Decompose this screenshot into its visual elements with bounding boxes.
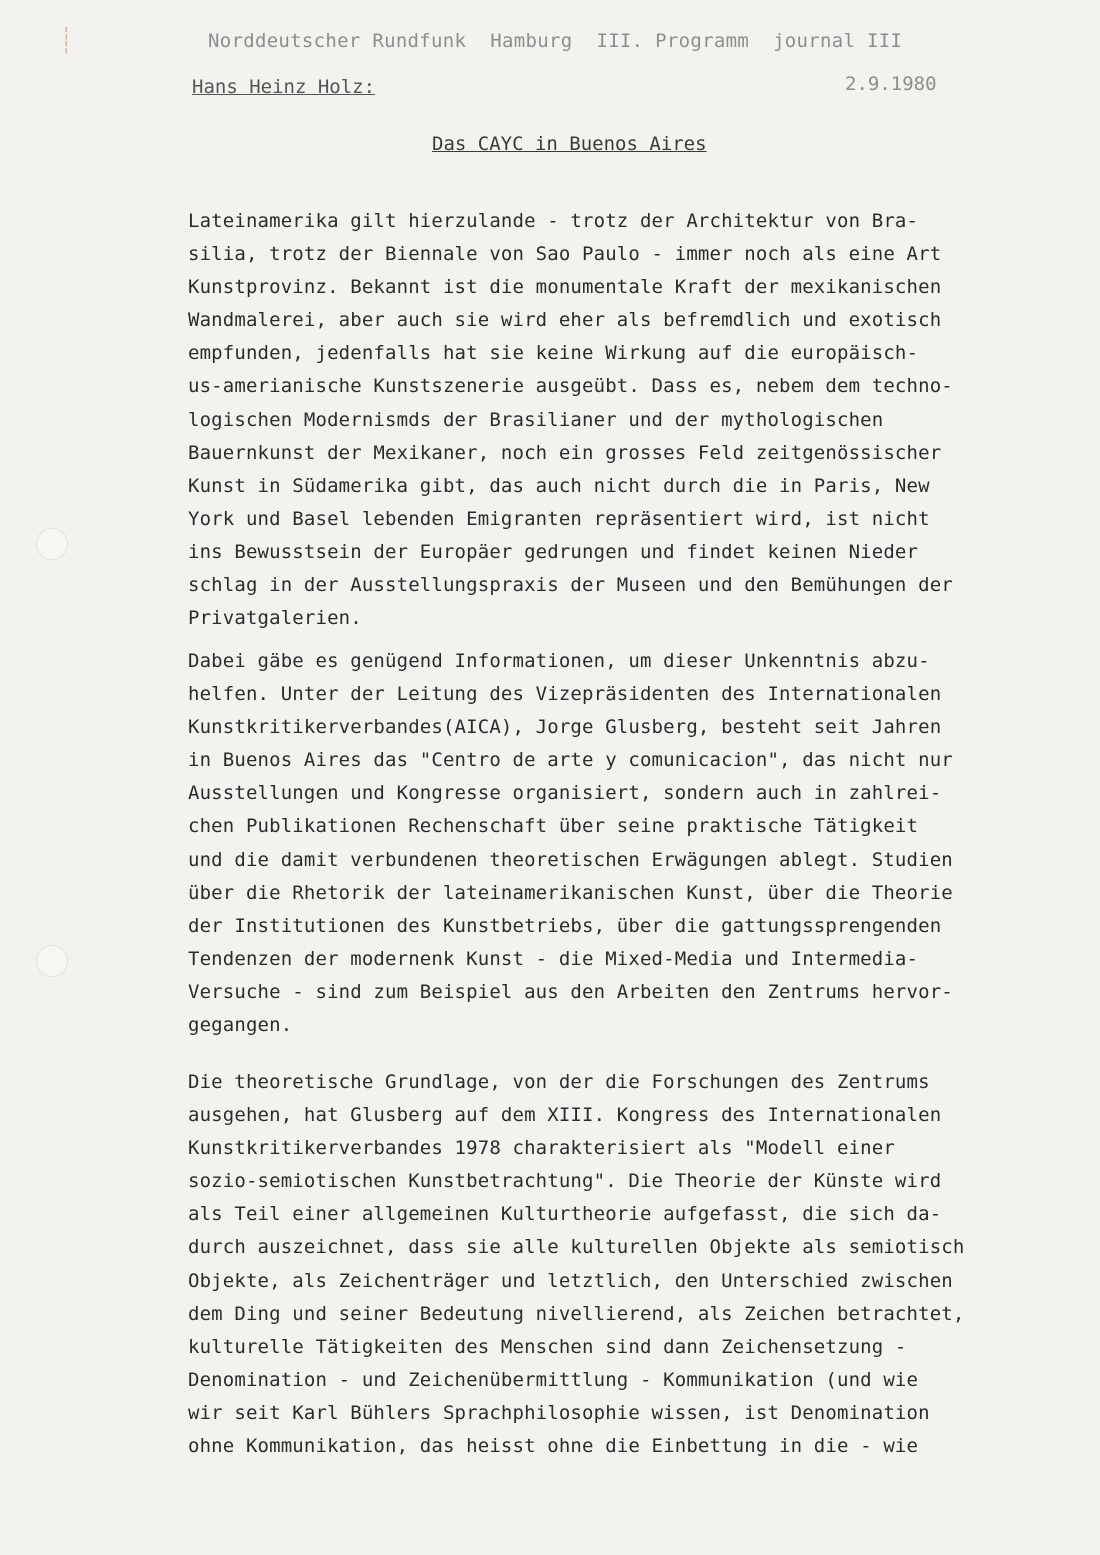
text-line: Privatgalerien. (188, 607, 362, 630)
text-line: schlag in der Ausstellungspraxis der Museen und den Bemühungen der (188, 574, 953, 597)
series-name: journal III (773, 30, 903, 52)
text-line: Kunstkritikerverbandes 1978 charakterisiert als "Modell einer (188, 1137, 895, 1160)
text-line: wir seit Karl Bühlers Sprachphilosophie wissen, ist Denomination (188, 1401, 930, 1424)
punch-hole-top (36, 528, 68, 560)
text-line: helfen. Unter der Leitung des Vizepräsidenten des Internationalen (188, 683, 942, 706)
text-line: us-amerianische Kunstszenerie ausgeübt. Dass es, nebem dem techno- (188, 375, 953, 398)
text-line: ohne Kommunikation, das heisst ohne die Einbettung in die - wie (188, 1435, 919, 1458)
text-line: Lateinamerika gilt hierzulande - trotz der Architektur von Bra- (188, 210, 919, 232)
document-title: Das CAYC in Buenos Aires (432, 133, 707, 155)
punch-hole-bottom (36, 945, 68, 977)
text-line: Kunst in Südamerika gibt, das auch nicht durch die in Paris, New (188, 474, 930, 497)
text-line: durch auszeichnet, dass sie alle kulturellen Objekte als semiotisch (188, 1236, 965, 1259)
station-city: Hamburg (490, 30, 573, 52)
text-line: dem Ding und seiner Bedeutung nivellierend, als Zeichen betrachtet, (188, 1302, 965, 1325)
paragraph-2 (188, 645, 1078, 1042)
station-name: Norddeutscher Rundfunk (208, 30, 467, 52)
text-line: der Institutionen des Kunstbetriebs, über die gattungssprengenden (188, 914, 942, 937)
text-line: ausgehen, hat Glusberg auf dem XIII. Kongress des Internationalen (188, 1104, 942, 1127)
paragraph-3 (188, 1066, 1078, 1463)
text-line: silia, trotz der Biennale von Sao Paulo - immer noch als eine Art (188, 243, 942, 266)
text-line: sozio-semiotischen Kunstbetrachtung". Die Theorie der Künste wird (188, 1170, 942, 1193)
text-line: Ausstellungen und Kongresse organisiert, sondern auch in zahlrei- (188, 782, 942, 805)
text-line: Tendenzen der modernenk Kunst - die Mixed-Media und Intermedia- (188, 947, 919, 970)
text-line: gegangen. (188, 1014, 293, 1037)
text-line: Wandmalerei, aber auch sie wird eher als befremdlich und exotisch (188, 309, 942, 332)
letterhead (208, 30, 926, 52)
text-line: als Teil einer allgemeinen Kulturtheorie aufgefasst, die sich da- (188, 1203, 942, 1226)
broadcast-date: 2.9.1980 (845, 73, 937, 95)
margin-marks: ¦ ¦ (62, 25, 71, 55)
program-name: III. Programm (596, 30, 750, 52)
text-line: York und Basel lebenden Emigranten repräsentiert wird, ist nicht (188, 507, 930, 530)
author-name: Hans Heinz Holz: (192, 76, 376, 98)
text-line: Denomination - und Zeichenübermittlung - Kommunikation (und wie (188, 1368, 919, 1391)
text-line: in Buenos Aires das "Centro de arte y comunicacion", das nicht nur (188, 749, 953, 772)
text-line: Bauernkunst der Mexikaner, noch ein grosses Feld zeitgenössischer (188, 441, 942, 464)
text-line: logischen Modernismds der Brasilianer und der mythologischen (188, 408, 884, 431)
text-line: Objekte, als Zeichenträger und letztlich, den Unterschied zwischen (188, 1269, 953, 1292)
text-line: über die Rhetorik der lateinamerikanischen Kunst, über die Theorie (188, 881, 953, 904)
text-line: Die theoretische Grundlage, von der die Forschungen des Zentrums (188, 1071, 930, 1093)
text-line: kulturelle Tätigkeiten des Menschen sind dann Zeichensetzung - (188, 1335, 907, 1358)
text-line: Kunstprovinz. Bekannt ist die monumentale Kraft der mexikanischen (188, 276, 942, 299)
text-line: Versuche - sind zum Beispiel aus den Arbeiten den Zentrums hervor- (188, 980, 953, 1003)
text-line: chen Publikationen Rechenschaft über seine praktische Tätigkeit (188, 815, 919, 838)
text-line: Kunstkritikerverbandes(AICA), Jorge Glusberg, besteht seit Jahren (188, 716, 942, 739)
text-line: Dabei gäbe es genügend Informationen, um dieser Unkenntnis abzu- (188, 650, 930, 672)
text-line: empfunden, jedenfalls hat sie keine Wirkung auf die europäisch- (188, 342, 919, 365)
text-line: ins Bewusstsein der Europäer gedrungen und findet keinen Nieder (188, 540, 919, 563)
paragraph-1 (188, 205, 1078, 635)
text-line: und die damit verbundenen theoretischen Erwägungen ablegt. Studien (188, 848, 953, 871)
